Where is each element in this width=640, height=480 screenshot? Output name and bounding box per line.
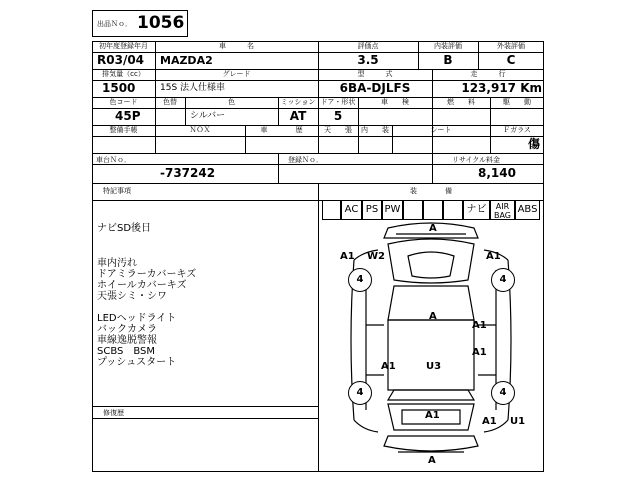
nox-label: ＮＯＸ bbox=[189, 126, 211, 134]
tire-front-right: 4 bbox=[491, 268, 515, 292]
remark-line: ナビSD後日 bbox=[97, 223, 152, 234]
recycle-fee-value: 8,140 bbox=[478, 166, 516, 180]
interior-label: 内 装 bbox=[361, 126, 389, 134]
mileage-value: 123,917 Km bbox=[461, 81, 542, 95]
damage-mark: A1 bbox=[472, 347, 487, 358]
equipment-box-ps bbox=[362, 200, 382, 220]
remarks-label: 特記事項 bbox=[103, 187, 131, 195]
damage-mark: A1 bbox=[340, 251, 355, 262]
lot-number-box bbox=[92, 10, 188, 37]
damage-mark: A bbox=[429, 311, 437, 322]
car-name-value: MAZDA2 bbox=[160, 54, 213, 67]
displacement-label: 排気量（cc） bbox=[102, 70, 145, 78]
model-code-label: 型 式 bbox=[357, 70, 393, 78]
remark-line: 車内汚れ bbox=[97, 258, 137, 269]
fuel-label: 燃 料 bbox=[447, 98, 475, 106]
equipment-airbag: AIR BAG bbox=[493, 202, 512, 220]
damage-mark: A1 bbox=[381, 361, 396, 372]
damage-mark: A bbox=[428, 455, 436, 466]
color-value: シルバー bbox=[190, 111, 226, 121]
drive-label: 駆 動 bbox=[503, 98, 531, 106]
remark-line: プッシュスタート bbox=[97, 357, 177, 368]
grade-label: グレード bbox=[222, 70, 251, 78]
equipment-box-blank bbox=[443, 200, 463, 220]
remark-line: 天張シミ・シワ bbox=[97, 291, 167, 302]
headliner-label: 天 張 bbox=[324, 126, 352, 134]
recycle-fee-label: リサイクル料金 bbox=[452, 156, 501, 164]
equipment-box-blank bbox=[403, 200, 423, 220]
mileage-label: 走 行 bbox=[470, 70, 506, 78]
first-registration-label: 初年度登録年月 bbox=[99, 42, 148, 50]
remark-line: LEDヘッドライト bbox=[97, 313, 177, 324]
color-change-label: 色替 bbox=[163, 98, 177, 106]
remark-line: 車線逸脱警報 bbox=[97, 335, 157, 346]
transmission-value: AT bbox=[289, 109, 307, 123]
equipment-box-abs bbox=[515, 200, 540, 220]
repair-history-label: 修復歴 bbox=[103, 409, 124, 417]
equipment-box-airbag bbox=[490, 200, 515, 220]
grade-score-label: 評価点 bbox=[357, 42, 379, 50]
doors-label: ドア・形状 bbox=[320, 98, 356, 106]
equipment-ps: PS bbox=[365, 204, 379, 215]
equipment-pw: PW bbox=[384, 204, 401, 215]
color-code-value: 45P bbox=[115, 109, 141, 123]
remark-line: バックカメラ bbox=[97, 324, 157, 335]
interior-score-label: 内装評価 bbox=[434, 42, 462, 50]
equipment-box-pw bbox=[382, 200, 403, 220]
model-code-value: 6BA-DJLFS bbox=[339, 81, 411, 95]
color-label: 色 bbox=[228, 98, 235, 106]
registration-number-label: 登録Ｎｏ． bbox=[288, 156, 323, 164]
doors-value: 5 bbox=[333, 109, 343, 123]
tire-rear-right: 4 bbox=[491, 381, 515, 405]
interior-score-value: B bbox=[443, 53, 453, 67]
equipment-label: 装 備 bbox=[410, 187, 452, 195]
damage-mark: U1 bbox=[510, 416, 526, 427]
vehicle-history-label: 車 歴 bbox=[260, 126, 303, 134]
remark-line: ホイールカバーキズ bbox=[97, 280, 187, 291]
damage-mark: A1 bbox=[425, 410, 440, 421]
equipment-box-navi bbox=[463, 200, 490, 220]
equipment-box-blank bbox=[423, 200, 443, 220]
maintenance-record-label: 整備手帳 bbox=[109, 126, 138, 134]
chassis-number-value: -737242 bbox=[160, 166, 216, 180]
equipment-box-ac bbox=[341, 200, 362, 220]
tire-front-left: 4 bbox=[348, 268, 372, 292]
first-registration-value: R03/04 bbox=[97, 53, 145, 67]
exterior-score-value: C bbox=[506, 53, 516, 67]
equipment-navi: ナビ bbox=[466, 204, 487, 215]
equipment-ac: AC bbox=[344, 204, 359, 215]
equipment-box-blank bbox=[322, 200, 341, 220]
damage-mark: W2 bbox=[367, 251, 385, 262]
lot-number-label: 出品Ｎｏ． bbox=[97, 20, 132, 28]
front-glass-value: 傷 bbox=[527, 137, 540, 151]
damage-mark: A1 bbox=[482, 416, 497, 427]
lot-number-value: 1056 bbox=[137, 13, 185, 33]
displacement-value: 1500 bbox=[102, 81, 136, 95]
grade-score-value: 3.5 bbox=[357, 53, 379, 67]
seat-label: シート bbox=[430, 126, 452, 134]
damage-mark: A bbox=[429, 223, 437, 234]
damage-mark: A1 bbox=[472, 320, 487, 331]
grade-value: 15S 法人仕様車 bbox=[160, 83, 226, 93]
equipment-abs: ABS bbox=[517, 204, 538, 215]
inspection-label: 車 検 bbox=[381, 98, 409, 106]
remark-line: SCBS BSM bbox=[97, 346, 156, 357]
remark-line: ドアミラーカバーキズ bbox=[97, 269, 197, 280]
transmission-label: ミッション bbox=[280, 98, 316, 106]
car-name-label: 車 名 bbox=[219, 42, 254, 50]
color-code-label: 色コード bbox=[109, 98, 138, 106]
damage-mark: A1 bbox=[486, 251, 501, 262]
front-glass-label: Ｆガラス bbox=[503, 126, 531, 134]
tire-rear-left: 4 bbox=[348, 381, 372, 405]
exterior-score-label: 外装評価 bbox=[497, 42, 525, 50]
damage-mark: U3 bbox=[426, 361, 442, 372]
chassis-number-label: 車台Ｎｏ． bbox=[96, 156, 131, 164]
